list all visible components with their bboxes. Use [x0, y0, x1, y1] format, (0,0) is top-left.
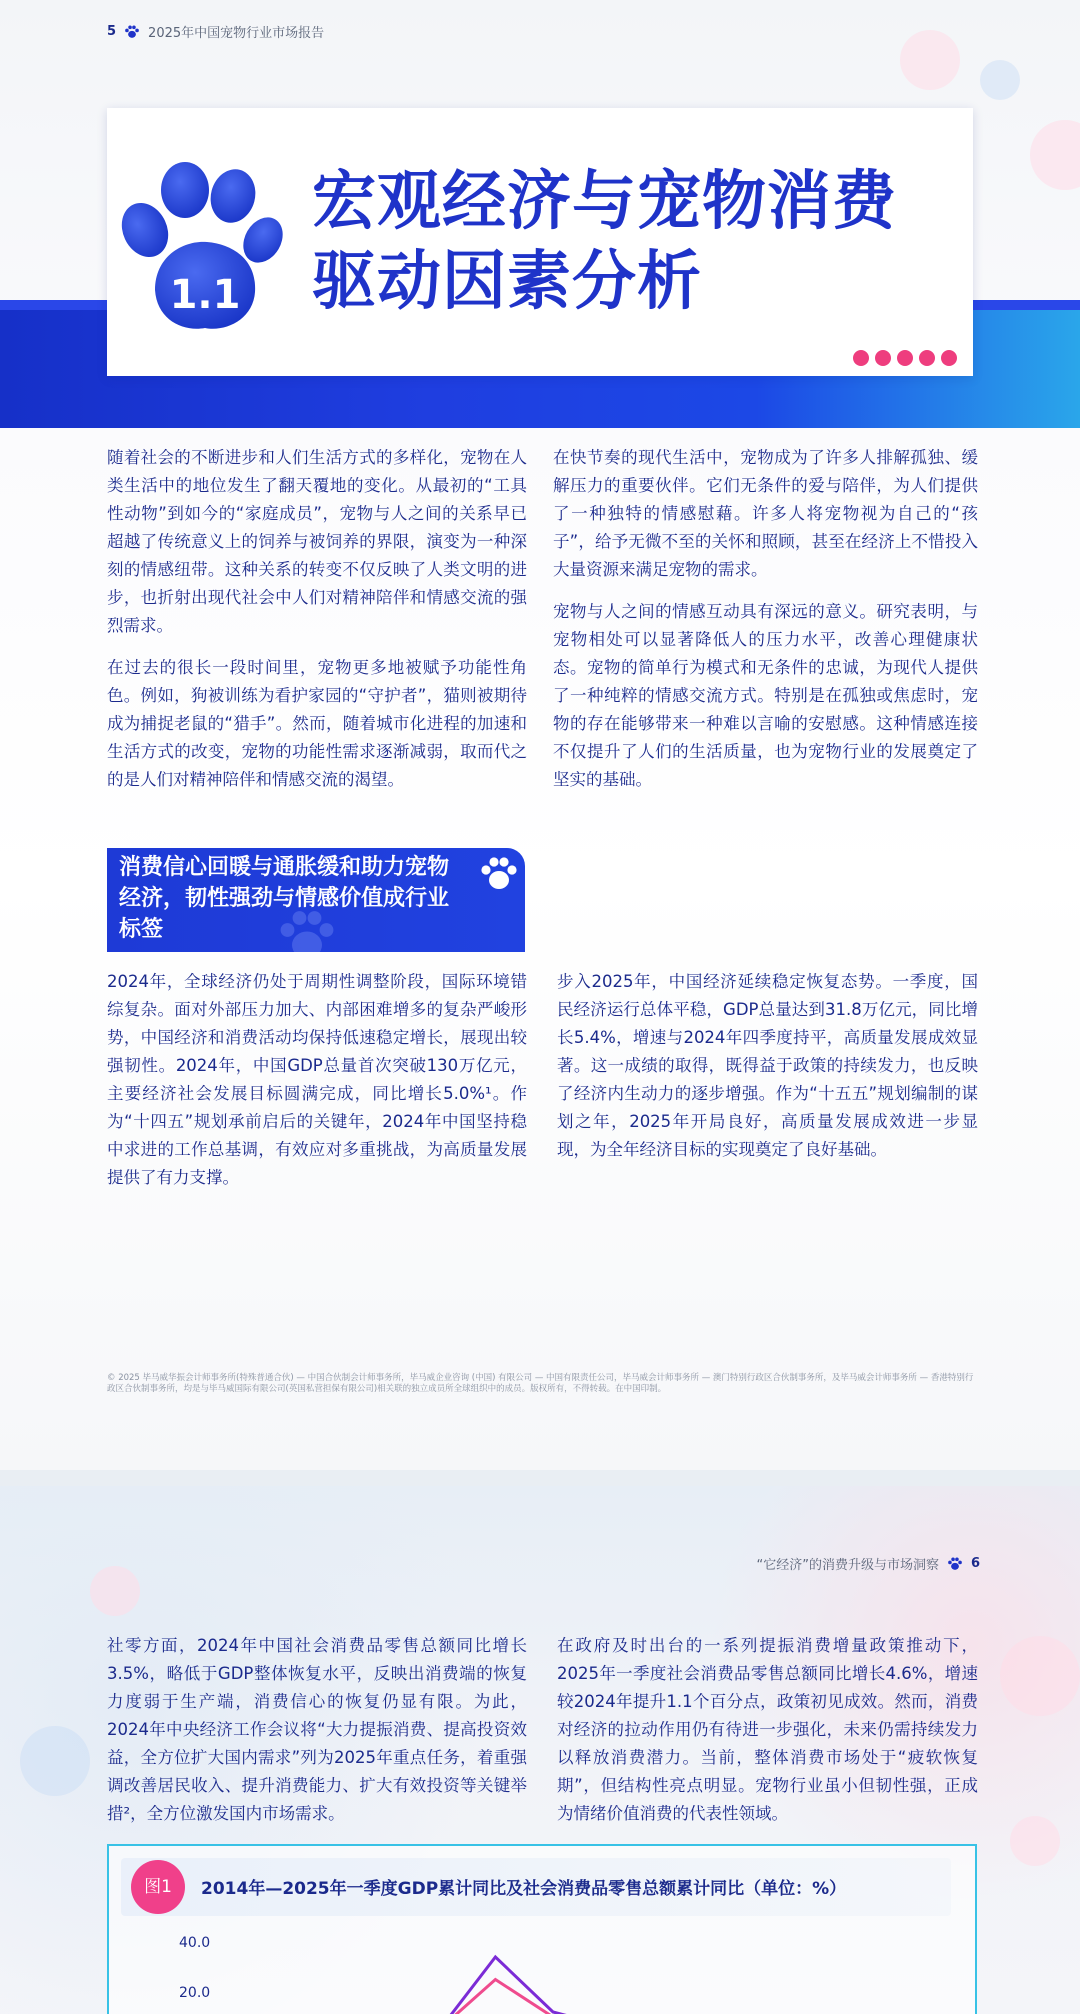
- dot: [919, 350, 935, 366]
- body-column-5: [107, 1632, 527, 1842]
- copyright-footnote: © 2025 毕马威华振会计师事务所(特殊普通合伙) — 中国合伙制会计师事务所，毕马威企业咨询 (中国) 有限公司 — 中国有限责任公司，毕马威会计师事务所 — 澳门特别行政区合伙制事务所，及毕马威会计师事务所 — 香港特别行政区合伙制事务所，均是与毕马威国际有限公司(英国私营担保有限公司)相关联的独立成员所全球组织中的成员。版权所有，不得转载。在中国印制。: [107, 1373, 974, 1394]
- paragraph: 在过去的很长一段时间里，宠物更多地被赋予功能性角色。例如，狗被训练为看护家园的“守护者”，猫则被期待成为捕捉老鼠的“猎手”。然而，随着城市化进程的加速和生活方式的改变，宠物的功能性需求逐渐减弱，取而代之的是人们对精神陪伴和情感交流的渴望。: [107, 658, 527, 789]
- dot: [941, 350, 957, 366]
- paw-icon: [479, 854, 519, 894]
- page-number: 6: [970, 1556, 980, 1571]
- body-column-4: [557, 968, 978, 1178]
- running-header: [756, 1554, 980, 1573]
- bokeh-decoration: [980, 60, 1020, 100]
- line-chart: [109, 1926, 971, 2014]
- paragraph: 步入2025年，中国经济延续稳定恢复态势。一季度，国民经济运行总体平稳，GDP总量达到31.8万亿元，同比增长5.4%，增速与2024年四季度持平，高质量发展成效显著。这一成绩的取得，既得益于政策的持续发力，也反映了经济内生动力的逐步增强。作为“十五五”规划编制的谋划之年，2025年开局良好，高质量发展成效进一步显现，为全年经济目标的实现奠定了良好基础。: [557, 972, 978, 1159]
- dot: [897, 350, 913, 366]
- series-line-0: [265, 1957, 611, 2014]
- page-6: [0, 1486, 1080, 2014]
- dot: [875, 350, 891, 366]
- page-number: 5: [107, 24, 117, 39]
- body-column-2: [553, 444, 978, 808]
- decorative-dots: [853, 350, 957, 366]
- bokeh-decoration: [900, 30, 960, 90]
- figure-header: [121, 1858, 951, 1916]
- body-column-1: [107, 444, 527, 808]
- figure-badge: 图1: [131, 1860, 185, 1914]
- bokeh-decoration: [1010, 1816, 1060, 1866]
- running-title: “它经济”的消费升级与市场洞察: [756, 1558, 939, 1573]
- subheading: 消费信心回暖与通胀缓和助力宠物经济，韧性强劲与情感价值成行业标签: [119, 855, 450, 942]
- figure-title: 2014年—2025年一季度GDP累计同比及社会消费品零售总额累计同比（单位：%）: [201, 1879, 847, 1899]
- subheading-box: [107, 848, 525, 952]
- y-tick-label: 40.0: [179, 1935, 211, 1951]
- bokeh-decoration: [1030, 120, 1080, 190]
- paw-icon: [115, 160, 285, 340]
- section-title-line2: 驱动因素分析: [312, 245, 702, 319]
- running-header: [107, 22, 324, 41]
- bokeh-decoration: [20, 1726, 90, 1796]
- section-title-card: [107, 108, 973, 376]
- paw-icon: [947, 1557, 963, 1571]
- bokeh-decoration: [90, 1566, 140, 1616]
- paragraph: 在政府及时出台的一系列提振消费增量政策推动下，2025年一季度社会消费品零售总额同比增长4.6%，增速较2024年提升1.1个百分点，政策初见成效。然而，消费对经济的拉动作用仍有待进一步强化，未来仍需持续发力以释放消费潜力。当前，整体消费市场处于“疲软恢复期”，但结构性亮点明显。宠物行业虽小但韧性强，正成为情绪价值消费的代表性领域。: [557, 1636, 978, 1823]
- paw-watermark-icon: [277, 906, 337, 952]
- section-title: [312, 162, 897, 322]
- paragraph: 2024年，全球经济仍处于周期性调整阶段，国际环境错综复杂。面对外部压力加大、内部困难增多的复杂严峻形势，中国经济和消费活动均保持低速稳定增长，展现出较强韧性。2024年，中国GDP总量首次突破130万亿元，主要经济社会发展目标圆满完成，同比增长5.0%¹。作为“十四五”规划承前启后的关键年，2024年中国坚持稳中求进的工作总基调，有效应对多重挑战，为高质量发展提供了有力支撑。: [107, 972, 527, 1187]
- dot: [853, 350, 869, 366]
- paragraph: 随着社会的不断进步和人们生活方式的多样化，宠物在人类生活中的地位发生了翻天覆地的变化。从最初的“工具性动物”到如今的“家庭成员”，宠物与人之间的关系早已超越了传统意义上的饲养与被饲养的界限，演变为一种深刻的情感纽带。这种关系的转变不仅反映了人类文明的进步，也折射出现代社会中人们对精神陪伴和情感交流的强烈需求。: [107, 448, 527, 635]
- paragraph: 在快节奏的现代生活中，宠物成为了许多人排解孤独、缓解压力的重要伙伴。它们无条件的爱与陪伴，为人们提供了一种独特的情感慰藉。许多人将宠物视为自己的“孩子”，给予无微不至的关怀和照顾，甚至在经济上不惜投入大量资源来满足宠物的需求。: [553, 448, 978, 579]
- section-badge: 1.1: [169, 272, 241, 318]
- series-line-1: [265, 1980, 611, 2014]
- body-column-3: [107, 968, 527, 1206]
- figure-1: [107, 1844, 977, 2014]
- paragraph: 社零方面，2024年中国社会消费品零售总额同比增长3.5%，略低于GDP整体恢复水平，反映出消费端的恢复力度弱于生产端，消费信心的恢复仍显有限。为此，2024年中央经济工作会议将“大力提振消费、提高投资效益，全方位扩大国内需求”列为2025年重点任务，着重强调改善居民收入、提升消费能力、扩大有效投资等关键举措²，全方位激发国内市场需求。: [107, 1636, 527, 1823]
- paragraph: 宠物与人之间的情感互动具有深远的意义。研究表明，与宠物相处可以显著降低人的压力水平，改善心理健康状态。宠物的简单行为模式和无条件的忠诚，为现代人提供了一种纯粹的情感交流方式。特别是在孤独或焦虑时，宠物的存在能够带来一种难以言喻的安慰感。这种情感连接不仅提升了人们的生活质量，也为宠物行业的发展奠定了坚实的基础。: [553, 602, 978, 789]
- report-title: 2025年中国宠物行业市场报告: [148, 26, 325, 41]
- section-title-line1: 宏观经济与宠物消费: [312, 165, 897, 239]
- body-column-6: [557, 1632, 978, 1842]
- y-tick-label: 20.0: [179, 1985, 211, 2001]
- bokeh-decoration: [1000, 1636, 1080, 1716]
- paw-icon: [124, 25, 140, 39]
